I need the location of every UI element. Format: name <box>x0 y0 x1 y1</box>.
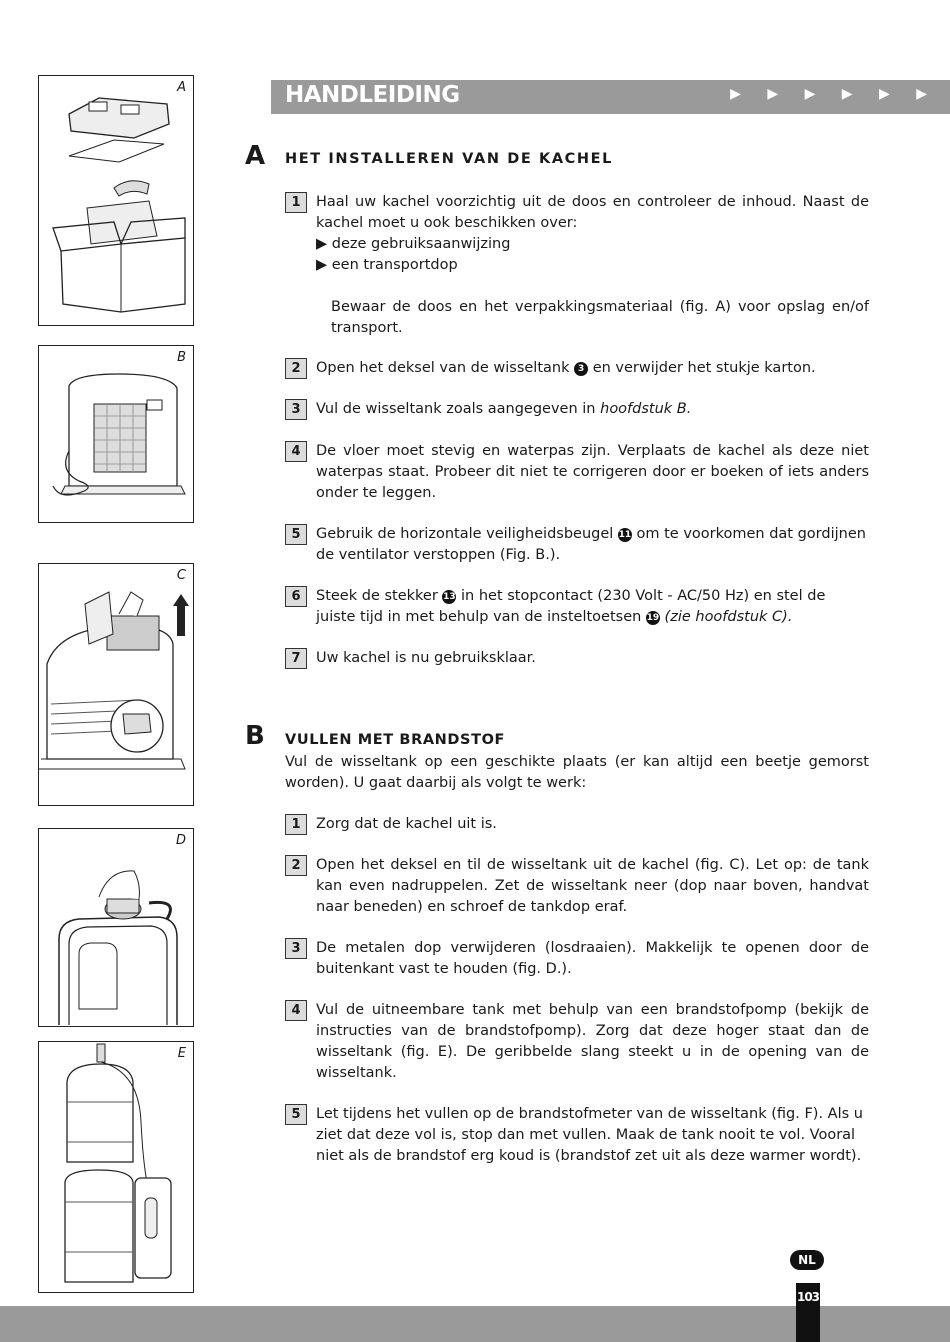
section-a-title: HET INSTALLEREN VAN DE KACHEL <box>285 151 613 167</box>
step-text: Zorg dat de kachel uit is. <box>316 816 497 832</box>
step-number: 3 <box>285 938 307 959</box>
box-unpacking-illustration <box>39 76 193 325</box>
step-body: Vul de wisseltank zoals aangegeven in <box>316 401 596 417</box>
step-number: 4 <box>285 441 307 462</box>
step-number: 2 <box>285 855 307 876</box>
step-text: Vul de uitneembare tank met behulp van een brandstofpomp (bekijk de instructies van de brandstofpomp). Zorg dat deze hoger staat dan de wisseltank (fig. E). De geribbelde slang steekt u in de opening van de wisseltank. <box>316 1002 869 1081</box>
step-note: Bewaar de doos en het verpakkingsmateriaal (fig. A) voor opslag en/of transport. <box>331 299 869 336</box>
figure-c <box>38 563 194 806</box>
header-banner <box>271 80 950 114</box>
step-body: Haal uw kachel voorzichtig uit de doos en controleer de inhoud. Naast de kachel moet u ook beschikken over: <box>316 194 869 231</box>
step-text <box>316 358 869 379</box>
section-a-letter: A <box>245 141 266 171</box>
section-b-title: VULLEN MET BRANDSTOF <box>285 732 506 748</box>
page-number: 103 <box>796 1290 820 1304</box>
step-body: Gebruik de horizontale veiligheidsbeugel <box>316 526 614 542</box>
ref-number-badge: 3 <box>574 362 588 376</box>
cap-removal-illustration <box>39 829 193 1026</box>
step-text <box>316 192 869 339</box>
step-number: 1 <box>285 192 307 213</box>
step-number: 6 <box>285 586 307 607</box>
step-text: De vloer moet stevig en waterpas zijn. Verplaats de kachel als deze niet waterpas staat. Probeer dit niet te corrigeren door er boeken of iets anders onder te leggen. <box>316 443 869 501</box>
step-number: 5 <box>285 524 307 545</box>
page-title: HANDLEIDING <box>285 82 460 108</box>
step-text: Let tijdens het vullen op de brandstofmeter van de wisseltank (fig. F). Als u ziet dat deze vol is, stop dan met vullen. Maak de tank nooit te vol. Vooral niet als de brandstof erg koud is (brandstof zet uit als deze warmer wordt). <box>316 1106 863 1164</box>
step-text: Uw kachel is nu gebruiksklaar. <box>316 650 536 666</box>
step-number: 3 <box>285 399 307 420</box>
step-number: 4 <box>285 1000 307 1021</box>
figure-label: D <box>175 833 186 848</box>
step-body: Steek de stekker <box>316 588 438 604</box>
figure-d <box>38 828 194 1027</box>
step-text: Open het deksel en til de wisseltank uit de kachel (fig. C). Let op: de tank kan even nadruppelen. Zet de wisseltank neer (dop naar boven, handvat naar beneden) en schroef de tankdop eraf. <box>316 857 869 915</box>
step-text: De metalen dop verwijderen (losdraaien). Makkelijk te openen door de buitenkant vast te houden (fig. D.). <box>316 940 869 977</box>
step-body: en verwijder het stukje karton. <box>592 360 816 376</box>
figure-label: B <box>177 350 186 365</box>
step-body: in het stopcontact (230 Volt - AC/50 Hz) en stel de juiste tijd in met behulp van de insteltoetsen <box>316 588 826 625</box>
heater-back-illustration <box>39 346 193 522</box>
chapter-reference: hoofdstuk B. <box>600 401 692 417</box>
arrow-icons: ▶ ▶ ▶ ▶ ▶ ▶ <box>730 86 938 102</box>
figure-label: A <box>177 80 186 95</box>
step-number: 2 <box>285 358 307 379</box>
step-number: 1 <box>285 814 307 835</box>
fuel-pump-illustration <box>39 1042 193 1292</box>
figure-a <box>38 75 194 326</box>
ref-number-badge: 11 <box>618 530 632 540</box>
figure-b <box>38 345 194 523</box>
step-body: Open het deksel van de wisseltank <box>316 360 570 376</box>
chapter-reference: (zie hoofdstuk C). <box>664 609 793 625</box>
bullet-item: ▶ een transportdop <box>316 257 458 273</box>
step-text <box>316 399 869 420</box>
figure-e <box>38 1041 194 1293</box>
figure-label: E <box>177 1046 186 1061</box>
section-b-intro: Vul de wisseltank op een geschikte plaats (er kan altijd een beetje gemorst worden). U gaat daarbij als volgt te werk: <box>285 754 869 791</box>
language-badge: NL <box>790 1250 824 1270</box>
figure-label: C <box>176 568 186 583</box>
ref-number-badge: 13 <box>443 592 456 602</box>
step-body: om te voorkomen dat gordijnen de ventilator verstoppen (Fig. B.). <box>316 526 866 563</box>
ref-number-badge: 19 <box>646 613 660 623</box>
step-number: 7 <box>285 648 307 669</box>
tank-removal-illustration <box>39 564 193 805</box>
bullet-item: ▶ deze gebruiksaanwijzing <box>316 236 511 252</box>
step-number: 5 <box>285 1104 307 1125</box>
step-text <box>316 586 869 628</box>
step-text <box>316 524 869 566</box>
section-b-letter: B <box>245 721 265 751</box>
